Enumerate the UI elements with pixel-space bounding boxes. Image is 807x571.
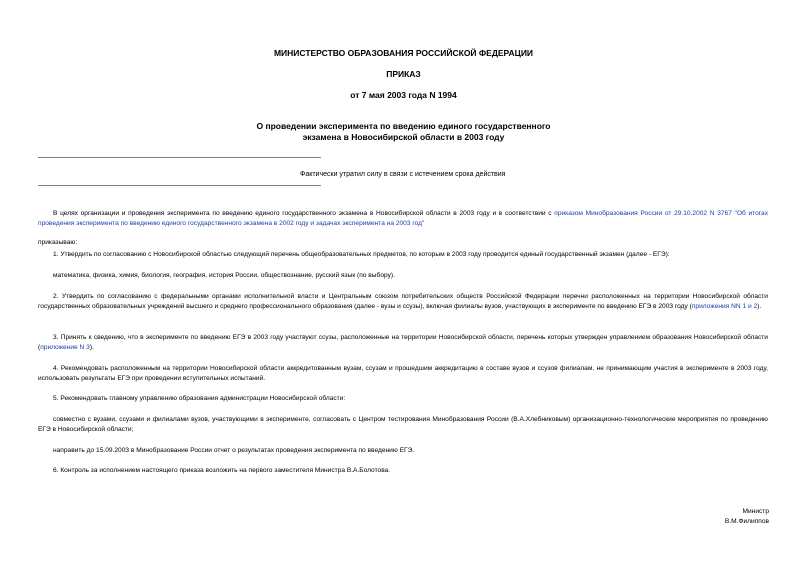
item-5-subitem-a: совместно с вузами, ссузами и филиалами вузов, участвующими в эксперименте, согласовать с Центром тестирования Минобразования России (В.А.Хлебниковым) организационно-технологические мероприятия по проведению ЕГЭ в Новосибирской области; bbox=[38, 416, 768, 433]
status-note: Фактически утратил силу в связи с истечением срока действия bbox=[300, 171, 506, 178]
item-2 bbox=[38, 292, 768, 311]
item-2-end: ). bbox=[757, 302, 762, 310]
item-5: 5. Рекомендовать главному управлению образования администрации Новосибирской области: bbox=[53, 395, 346, 402]
divider-bottom bbox=[38, 185, 321, 186]
title-line-1: О проведении эксперимента по введению единого государственного bbox=[256, 121, 551, 131]
item-3-text: 3. Принять к сведению, что в эксперименте по введению ЕГЭ в 2003 году участвуют ссузы, расположенные на территории Новосибирской области, перечень которых утвержден управлением образования Новосибирской области ( bbox=[38, 334, 768, 351]
doc-type-heading: ПРИКАЗ bbox=[386, 69, 421, 79]
title-line-2: экзамена в Новосибирской области в 2003 году bbox=[302, 132, 505, 142]
signature-title: Министр bbox=[742, 508, 769, 515]
item-2-text: 2. Утвердить по согласованию с федеральными органами исполнительной власти и Центральным союзом потребительских обществ Российской Федерации перечни расположенных на территории Новосибирской области государственных образовательных учреждений высшего и среднего профессионального образования (далее - вузы и ссузы), включая филиалы вузов, участвующих в эксперименте по введению ЕГЭ в 2003 году ( bbox=[38, 293, 768, 310]
subjects-list: математика, физика, химия, биология, география, история России, обществознание, русский язык (по выбору). bbox=[53, 272, 395, 279]
item-3-end: ). bbox=[89, 343, 94, 351]
divider-top bbox=[38, 157, 321, 158]
preamble-paragraph bbox=[38, 209, 768, 228]
item-5-subitem-b: направить до 15.09.2003 в Минобразование России отчет о результатах проведения эксперимента по введению ЕГЭ. bbox=[53, 447, 415, 454]
order-3767-link[interactable]: приказом Минобразования России от 29.10.2002 N 3767 "Об итогах проведения эксперимента по введению единого государственного экзамена в 2002 году и задачах эксперимента на 2003 год" bbox=[38, 210, 768, 227]
item-6: 6. Контроль за исполнением настоящего приказа возложить на первого заместителя Министра В.А.Болотова. bbox=[53, 467, 391, 474]
item-3 bbox=[38, 333, 768, 352]
date-number: от 7 мая 2003 года N 1994 bbox=[350, 90, 457, 100]
appendix-1-2-link[interactable]: приложения NN 1 и 2 bbox=[691, 302, 758, 310]
item-4: 4. Рекомендовать расположенным на территории Новосибирской области аккредитованным вузам, ссузам и прошедшим аккредитацию в составе вузов и ссузов филиалам, не принимающим участия в эксперименте в 2003 году, использовать результаты ЕГЭ при проведении вступительных испытаний. bbox=[38, 365, 768, 382]
item-1: 1. Утвердить по согласованию с Новосибирской областью следующий перечень общеобразовательных предметов, по которым в 2003 году проводится единый государственный экзамен (далее - ЕГЭ): bbox=[53, 251, 670, 258]
ministry-heading: МИНИСТЕРСТВО ОБРАЗОВАНИЯ РОССИЙСКОЙ ФЕДЕРАЦИИ bbox=[273, 48, 534, 58]
order-word: приказываю: bbox=[38, 239, 78, 246]
signature-name: В.М.Филиппов bbox=[724, 518, 769, 525]
preamble-text: В целях организации и проведения эксперимента по введению единого государственного экзамена в Новосибирской области в 2003 году и в соответствии с bbox=[53, 210, 555, 217]
appendix-3-link[interactable]: приложение N 3 bbox=[40, 343, 90, 351]
